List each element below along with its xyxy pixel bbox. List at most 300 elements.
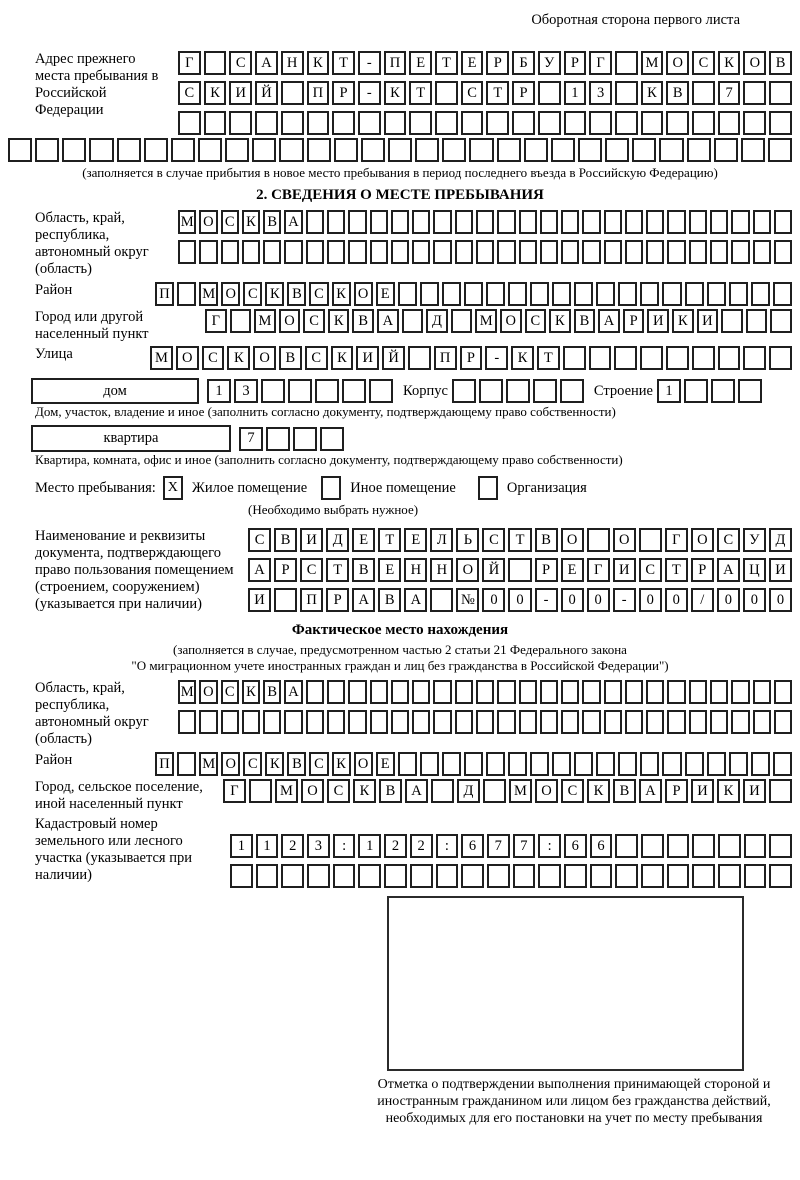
char-cell: Р: [665, 779, 688, 803]
char-cell: [540, 210, 558, 234]
char-cell: [388, 138, 412, 162]
char-cell: Й: [382, 346, 405, 370]
char-cell: [263, 710, 281, 734]
char-cell: [433, 240, 451, 264]
char-cell: [199, 240, 217, 264]
char-cell: Д: [326, 528, 349, 552]
char-cell: [769, 864, 792, 888]
char-cell: П: [155, 282, 174, 306]
char-cell: [412, 680, 430, 704]
char-cell: Н: [281, 51, 304, 75]
char-cell: -: [358, 51, 381, 75]
char-cell: [281, 864, 304, 888]
char-cell: [476, 710, 494, 734]
char-cell: [348, 680, 366, 704]
char-cell: [370, 710, 388, 734]
char-cell: [640, 282, 659, 306]
char-cell: [171, 138, 195, 162]
prev-address-line-3: [178, 111, 792, 135]
char-cell: [420, 282, 439, 306]
region-block: [8, 210, 792, 278]
char-cell: О: [279, 309, 301, 333]
char-cell: В: [535, 528, 558, 552]
actual-region-rows: [178, 680, 792, 734]
char-cell: С: [243, 752, 262, 776]
stroenie-label: Строение: [593, 382, 653, 399]
char-cell: [596, 282, 615, 306]
char-cell: [769, 834, 792, 858]
char-cell: Е: [404, 528, 427, 552]
char-cell: [256, 864, 279, 888]
char-cell: О: [456, 558, 479, 582]
char-cell: [646, 680, 664, 704]
char-cell: [718, 864, 741, 888]
char-cell: [483, 779, 506, 803]
char-cell: Д: [457, 779, 480, 803]
char-cell: О: [500, 309, 522, 333]
char-cell: [667, 210, 685, 234]
district-block: [8, 282, 792, 306]
char-cell: [497, 138, 521, 162]
char-cell: [615, 834, 638, 858]
char-cell: Д: [426, 309, 448, 333]
char-cell: В: [769, 51, 792, 75]
char-cell: К: [332, 752, 351, 776]
char-cell: [519, 210, 537, 234]
char-cell: [263, 240, 281, 264]
char-cell: [641, 864, 664, 888]
actual-location-title: Фактическое место нахождения: [291, 622, 509, 638]
char-cell: О: [354, 282, 373, 306]
char-cell: С: [300, 558, 323, 582]
char-cell: Ц: [743, 558, 766, 582]
char-cell: Г: [205, 309, 227, 333]
char-cell: 0: [717, 588, 740, 612]
house-number-cells: [207, 379, 393, 403]
document-label-text: Наименование и реквизиты документа, подтверждающего право пользования помещением (строением, сооружением) (указывается при наличии): [35, 528, 234, 612]
char-cell: 0: [482, 588, 505, 612]
city-label: [8, 309, 205, 343]
char-cell: М: [254, 309, 276, 333]
char-cell: [659, 138, 683, 162]
char-cell: С: [692, 51, 715, 75]
char-cell: Н: [430, 558, 453, 582]
char-cell: В: [287, 282, 306, 306]
char-cell: [538, 111, 561, 135]
char-cell: 7: [718, 81, 741, 105]
char-cell: [582, 210, 600, 234]
char-cell: [198, 138, 222, 162]
char-cell: -: [485, 346, 508, 370]
char-cell: И: [248, 588, 271, 612]
char-cell: [307, 138, 331, 162]
char-cell: [508, 752, 527, 776]
char-cell: А: [255, 51, 278, 75]
char-cell: [455, 240, 473, 264]
char-cell: [710, 240, 728, 264]
document-line-1: [248, 528, 792, 552]
char-cell: С: [178, 81, 201, 105]
char-cell: [391, 680, 409, 704]
char-cell: [513, 864, 536, 888]
char-cell: 0: [665, 588, 688, 612]
char-cell: А: [598, 309, 620, 333]
char-cell: О: [176, 346, 199, 370]
char-cell: [497, 710, 515, 734]
actual-district-label: Район: [35, 752, 73, 768]
char-cell: [370, 240, 388, 264]
char-cell: [582, 710, 600, 734]
char-cell: О: [561, 528, 584, 552]
char-cell: [744, 834, 767, 858]
char-cell: [618, 752, 637, 776]
char-cell: У: [743, 528, 766, 552]
char-cell: Р: [274, 558, 297, 582]
char-cell: К: [307, 51, 330, 75]
char-cell: [625, 710, 643, 734]
char-cell: О: [743, 51, 766, 75]
char-cell: С: [561, 779, 584, 803]
char-cell: [455, 210, 473, 234]
char-cell: [391, 710, 409, 734]
char-cell: М: [150, 346, 173, 370]
char-cell: Г: [587, 558, 610, 582]
char-cell: А: [284, 680, 302, 704]
char-cell: [306, 710, 324, 734]
char-cell: [384, 111, 407, 135]
char-cell: [731, 210, 749, 234]
char-cell: [689, 240, 707, 264]
char-cell: [327, 710, 345, 734]
char-cell: С: [221, 210, 239, 234]
char-cell: [89, 138, 113, 162]
prev-address-note: (заполняется в случае прибытия в новое место пребывания в период последнего въезда в Российскую Федерацию): [82, 165, 718, 180]
checkbox-other-premises: [321, 476, 341, 500]
char-cell: Е: [461, 51, 484, 75]
char-cell: [589, 111, 612, 135]
char-cell: [561, 210, 579, 234]
char-cell: [261, 379, 285, 403]
char-cell: Т: [508, 528, 531, 552]
house-note: Дом, участок, владение и иное (заполнить согласно документу, подтверждающему право собственности): [35, 404, 616, 419]
char-cell: С: [717, 528, 740, 552]
char-cell: [358, 111, 381, 135]
stay-type-row: [35, 476, 792, 500]
char-cell: С: [248, 528, 271, 552]
char-cell: [769, 346, 792, 370]
char-cell: [436, 864, 459, 888]
char-cell: [530, 752, 549, 776]
char-cell: [692, 834, 715, 858]
char-cell: [242, 710, 260, 734]
char-cell: Е: [561, 558, 584, 582]
char-cell: [530, 282, 549, 306]
char-cell: С: [525, 309, 547, 333]
checkbox-organization: [478, 476, 498, 500]
char-cell: А: [639, 779, 662, 803]
char-cell: [774, 680, 792, 704]
char-cell: Р: [512, 81, 535, 105]
char-cell: [743, 111, 766, 135]
char-cell: [707, 282, 726, 306]
prev-address-block: [8, 51, 792, 135]
char-cell: 2: [410, 834, 433, 858]
char-cell: 1: [358, 834, 381, 858]
option-label-other: Иное помещение: [350, 479, 456, 496]
char-cell: М: [178, 680, 196, 704]
document-line-2: [248, 558, 792, 582]
char-cell: Р: [623, 309, 645, 333]
char-cell: [144, 138, 168, 162]
char-cell: [578, 138, 602, 162]
korpus-cells: [452, 379, 584, 403]
char-cell: В: [613, 779, 636, 803]
char-cell: К: [384, 81, 407, 105]
document-block: [8, 528, 792, 613]
char-cell: [469, 138, 493, 162]
char-cell: М: [199, 752, 218, 776]
char-cell: :: [538, 834, 561, 858]
char-cell: [221, 240, 239, 264]
char-cell: [178, 710, 196, 734]
char-cell: [718, 834, 741, 858]
char-cell: 6: [564, 834, 587, 858]
char-cell: К: [332, 282, 351, 306]
char-cell: [435, 111, 458, 135]
char-cell: [508, 558, 531, 582]
char-cell: К: [227, 346, 250, 370]
char-cell: [662, 282, 681, 306]
char-cell: [667, 834, 690, 858]
char-cell: М: [178, 210, 196, 234]
char-cell: [753, 210, 771, 234]
char-cell: [433, 710, 451, 734]
char-cell: [332, 111, 355, 135]
char-cell: М: [275, 779, 298, 803]
actual-city-block: [8, 779, 792, 813]
char-cell: [519, 680, 537, 704]
char-cell: Е: [352, 528, 375, 552]
char-cell: :: [436, 834, 459, 858]
char-cell: [718, 346, 741, 370]
char-cell: П: [384, 51, 407, 75]
char-cell: [497, 210, 515, 234]
char-cell: [274, 588, 297, 612]
char-cell: П: [434, 346, 457, 370]
char-cell: -: [535, 588, 558, 612]
char-cell: К: [587, 779, 610, 803]
char-cell: Р: [535, 558, 558, 582]
char-cell: М: [509, 779, 532, 803]
char-cell: С: [327, 779, 350, 803]
char-cell: [770, 309, 792, 333]
char-cell: В: [263, 680, 281, 704]
char-cell: К: [641, 81, 664, 105]
char-cell: [420, 752, 439, 776]
char-cell: [646, 710, 664, 734]
char-cell: Н: [404, 558, 427, 582]
char-cell: [666, 346, 689, 370]
char-cell: [327, 240, 345, 264]
char-cell: [605, 138, 629, 162]
actual-location-note-1: (заполняется в случае, предусмотренном частью 2 статьи 21 Федерального закона: [173, 642, 627, 657]
char-cell: [327, 680, 345, 704]
char-cell: К: [265, 752, 284, 776]
char-cell: [348, 240, 366, 264]
city-line: [205, 309, 792, 333]
char-cell: И: [300, 528, 323, 552]
char-cell: [412, 210, 430, 234]
actual-city-label: [8, 779, 223, 813]
city-block: [8, 309, 792, 343]
char-cell: [552, 282, 571, 306]
char-cell: Т: [537, 346, 560, 370]
actual-region-label-text: Область, край, республика, автономный округ (область): [35, 680, 149, 747]
char-cell: Й: [482, 558, 505, 582]
char-cell: [408, 346, 431, 370]
char-cell: [252, 138, 276, 162]
region-label-text: Область, край, республика, автономный округ (область): [35, 210, 149, 277]
char-cell: [744, 864, 767, 888]
char-cell: С: [309, 752, 328, 776]
char-cell: [552, 752, 571, 776]
char-cell: О: [613, 528, 636, 552]
char-cell: П: [155, 752, 174, 776]
char-cell: [596, 752, 615, 776]
char-cell: [710, 710, 728, 734]
char-cell: К: [242, 680, 260, 704]
char-cell: [710, 680, 728, 704]
char-cell: [524, 138, 548, 162]
char-cell: [753, 680, 771, 704]
char-cell: [538, 81, 561, 105]
char-cell: [230, 309, 252, 333]
char-cell: [714, 138, 738, 162]
char-cell: [769, 81, 792, 105]
char-cell: [641, 111, 664, 135]
char-cell: -: [358, 81, 381, 105]
char-cell: [519, 710, 537, 734]
char-cell: [662, 752, 681, 776]
char-cell: [685, 752, 704, 776]
char-cell: С: [309, 282, 328, 306]
char-cell: Е: [409, 51, 432, 75]
stroenie-cells: [657, 379, 762, 403]
char-cell: С: [243, 282, 262, 306]
char-cell: [361, 138, 385, 162]
char-cell: [738, 379, 762, 403]
actual-region-line-2: [178, 710, 792, 734]
district-label: Район: [35, 282, 73, 298]
char-cell: [8, 138, 32, 162]
actual-region-label: [8, 680, 178, 748]
char-cell: Т: [435, 51, 458, 75]
char-cell: [604, 680, 622, 704]
char-cell: Е: [378, 558, 401, 582]
char-cell: [615, 81, 638, 105]
char-cell: Т: [409, 81, 432, 105]
char-cell: [753, 710, 771, 734]
char-cell: С: [202, 346, 225, 370]
char-cell: К: [549, 309, 571, 333]
char-cell: [487, 864, 510, 888]
char-cell: [177, 752, 196, 776]
char-cell: [667, 680, 685, 704]
char-cell: К: [265, 282, 284, 306]
char-cell: [574, 282, 593, 306]
document-line-3: [248, 588, 792, 612]
cadastral-line-2: [230, 864, 792, 888]
char-cell: К: [331, 346, 354, 370]
city-label-text: Город или другой населенный пункт: [35, 309, 149, 342]
char-cell: [731, 240, 749, 264]
document-label: [8, 528, 248, 613]
char-cell: [667, 864, 690, 888]
char-cell: Г: [665, 528, 688, 552]
char-cell: Ь: [456, 528, 479, 552]
option-label-organization: Организация: [506, 479, 587, 496]
char-cell: [563, 346, 586, 370]
prev-address-label-text: Адрес прежнего места пребывания в Российской Федерации: [35, 51, 159, 118]
char-cell: [442, 282, 461, 306]
prev-address-line-1: [178, 51, 792, 75]
stay-type-note: (Необходимо выбрать нужное): [248, 502, 419, 517]
char-cell: [751, 282, 770, 306]
actual-district-block: [8, 752, 792, 776]
char-cell: 0: [639, 588, 662, 612]
char-cell: [306, 210, 324, 234]
char-cell: 7: [513, 834, 536, 858]
char-cell: [266, 427, 290, 451]
char-cell: [442, 752, 461, 776]
char-cell: [692, 346, 715, 370]
char-cell: К: [242, 210, 260, 234]
char-cell: [711, 379, 735, 403]
char-cell: [741, 138, 765, 162]
korpus-label: Корпус: [403, 382, 448, 399]
char-cell: К: [717, 779, 740, 803]
region-label: [8, 210, 178, 278]
char-cell: [667, 710, 685, 734]
char-cell: [398, 752, 417, 776]
char-cell: 7: [239, 427, 263, 451]
char-cell: [486, 282, 505, 306]
char-cell: [497, 680, 515, 704]
char-cell: [587, 528, 610, 552]
char-cell: А: [352, 588, 375, 612]
char-cell: [442, 138, 466, 162]
char-cell: [687, 138, 711, 162]
char-cell: [384, 864, 407, 888]
char-cell: [370, 680, 388, 704]
char-cell: [773, 752, 792, 776]
confirmation-stamp-box: [387, 896, 744, 1071]
char-cell: [464, 752, 483, 776]
char-cell: [306, 240, 324, 264]
char-cell: [685, 282, 704, 306]
char-cell: 6: [461, 834, 484, 858]
char-cell: [689, 710, 707, 734]
char-cell: [560, 379, 584, 403]
char-cell: [632, 138, 656, 162]
char-cell: О: [221, 752, 240, 776]
char-cell: [476, 680, 494, 704]
char-cell: 7: [487, 834, 510, 858]
char-cell: С: [639, 558, 662, 582]
char-cell: [281, 81, 304, 105]
char-cell: 2: [281, 834, 304, 858]
char-cell: 0: [769, 588, 792, 612]
